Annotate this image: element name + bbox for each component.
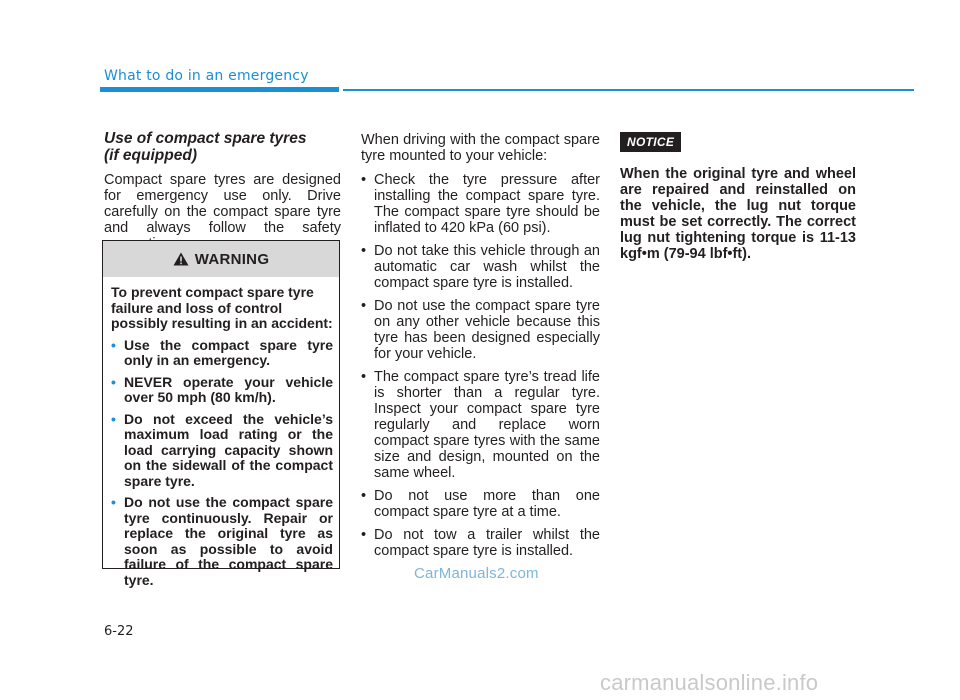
- warning-triangle-icon: [173, 252, 189, 266]
- left-column: [104, 130, 341, 252]
- right-column: [620, 132, 856, 262]
- header-rule-thick: [100, 87, 339, 92]
- notice-text: When the original tyre and wheel are repaired and reinstalled on the vehicle, the lug nut torque must be set correctly. The correct lug nut tightening torque is 11-13 kgf•m (79-94 lbf•ft).: [620, 166, 856, 262]
- bullet-dot-icon: •: [111, 373, 116, 390]
- section-heading: [104, 130, 341, 164]
- bullet-dot-icon: •: [361, 369, 367, 385]
- header-rule-thin: [343, 89, 914, 91]
- warning-item: • Do not exceed the vehicle’s maximum load rating or the load carrying capacity shown on the sidewall of the compact spare tyre.: [111, 410, 333, 489]
- list-item: • Check the tyre pressure after installing the compact spare tyre. The compact spare tyre should be inflated to 420 kPa (60 psi).: [361, 172, 600, 236]
- bullet-dot-icon: •: [361, 172, 367, 188]
- bullet-dot-icon: •: [361, 298, 367, 314]
- list-item: • Do not tow a trailer whilst the compact spare tyre is installed.: [361, 527, 600, 559]
- warning-item: • Do not use the compact spare tyre continuously. Repair or replace the original tyre as soon as possible to avoid failure of the compact spare tyre.: [111, 494, 333, 588]
- bullet-dot-icon: •: [361, 527, 367, 543]
- list-item: • The compact spare tyre’s tread life is shorter than a regular tyre. Inspect your compact spare tyre regularly and replace worn compact spare tyres with the same size and design, mounted on the same wheel.: [361, 369, 600, 481]
- section-heading-line2: (if equipped): [104, 147, 197, 164]
- section-heading-line1: Use of compact spare tyres: [104, 130, 307, 147]
- warning-intro: To prevent compact spare tyre failure and loss of control possibly resulting in an accident:: [111, 284, 333, 331]
- notice-badge: NOTICE: [620, 132, 681, 152]
- middle-column: [361, 132, 600, 566]
- list-item: • Do not take this vehicle through an automatic car wash whilst the compact spare tyre is installed.: [361, 243, 600, 291]
- list-item: • Do not use the compact spare tyre on any other vehicle because this tyre has been designed especially for your vehicle.: [361, 298, 600, 362]
- warning-header: [103, 241, 339, 277]
- list-item: • Do not use more than one compact spare tyre at a time.: [361, 488, 600, 520]
- precaution-list: [361, 172, 600, 559]
- bullet-dot-icon: •: [111, 410, 116, 427]
- bullet-dot-icon: •: [361, 488, 367, 504]
- section-header-title: What to do in an emergency: [104, 68, 309, 84]
- warning-item: • NEVER operate your vehicle over 50 mph (80 km/h).: [111, 373, 333, 405]
- warning-item: • Use the compact spare tyre only in an emergency.: [111, 336, 333, 368]
- bullet-dot-icon: •: [111, 336, 116, 353]
- driving-intro: When driving with the compact spare tyre mounted to your vehicle:: [361, 132, 600, 164]
- warning-box: [102, 240, 340, 588]
- warning-list: [111, 338, 333, 589]
- watermark-text: CarManuals2.com: [414, 565, 539, 582]
- bullet-dot-icon: •: [111, 494, 116, 510]
- intro-paragraph: Compact spare tyres are designed for emergency use only. Drive carefully on the compact spare tyre and always follow the safety: [104, 172, 341, 236]
- warning-label: WARNING: [194, 250, 270, 268]
- page-number: 6-22: [104, 624, 134, 639]
- bullet-dot-icon: •: [361, 243, 367, 259]
- warning-body: [111, 285, 333, 594]
- site-watermark: carmanualsonline.info: [600, 670, 819, 695]
